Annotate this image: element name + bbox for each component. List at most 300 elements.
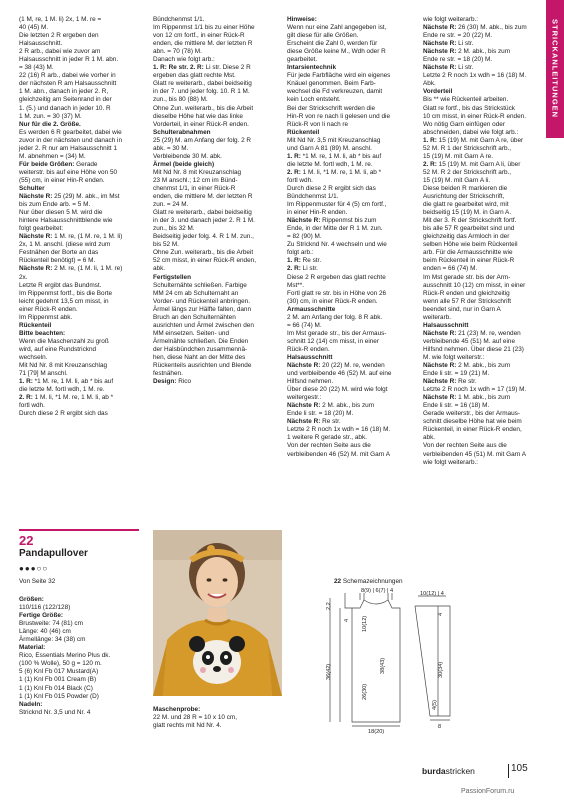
- text-line: [423, 274, 535, 282]
- text-line: [153, 56, 279, 64]
- text-line: [423, 265, 535, 273]
- sleeve-outline: [415, 606, 450, 716]
- text-column-4: [423, 16, 535, 467]
- text-line: [423, 105, 535, 113]
- difficulty-rating: [19, 564, 48, 573]
- text-column-3: [287, 16, 417, 459]
- text-line: [19, 685, 144, 693]
- text-line: [423, 338, 535, 346]
- line-text: abschneiden, dabei wie folgt arb.:: [423, 128, 519, 136]
- text-line: [19, 145, 139, 153]
- line-text-rest: Re str.: [300, 257, 322, 265]
- line-text: Rückenteil, in einer Rück-R enden,: [423, 426, 522, 434]
- text-line: [423, 257, 535, 265]
- text-line: [19, 56, 139, 64]
- text-line: [153, 274, 279, 282]
- line-text: abk.: [423, 434, 436, 442]
- text-line: [19, 217, 139, 225]
- text-line: [287, 209, 417, 217]
- line-text: Maschenprobe:: [153, 706, 201, 713]
- text-line: [19, 72, 139, 80]
- line-text: 5 (6) Knl Fb 017 Mustard(A): [19, 668, 99, 676]
- text-line: [423, 314, 535, 322]
- text-line: [287, 362, 417, 370]
- line-text: Schulternähte schließen. Farbige: [153, 281, 247, 289]
- text-line: [19, 249, 139, 257]
- line-text: Ärmel (beide gleich): [153, 160, 215, 168]
- line-text: Ärmelnähte schließen. Die Enden: [153, 337, 249, 345]
- text-line: [19, 96, 139, 104]
- text-line: [19, 137, 139, 145]
- sleeve-side-dim-2: 30(34): [438, 661, 444, 678]
- line-text: 2. R:: [287, 168, 301, 176]
- text-line: [287, 225, 417, 233]
- line-text: 52 M. R 2 der Strickschrift arb.,: [423, 168, 512, 176]
- text-line: [287, 161, 417, 169]
- line-text: 2 R arb., dabei wie zuvor am: [19, 48, 101, 56]
- line-text: Ohne Zun. weiterarb., bis die Arbeit: [153, 249, 254, 257]
- text-line: [19, 612, 144, 620]
- line-text: Im Rippenmst fortf., bis die Borte: [19, 289, 113, 297]
- line-text: Knäuel genommen. Beim Farb-: [287, 80, 376, 88]
- text-line: [287, 16, 417, 24]
- line-text: Nächste R:: [423, 48, 457, 56]
- text-line: [153, 169, 279, 177]
- text-line: [19, 394, 139, 402]
- text-line: [423, 24, 535, 32]
- text-line: [287, 346, 417, 354]
- body-side-dim-2: 36(42): [326, 663, 332, 680]
- line-text: und Garn A 81 (89) M. anschl.: [287, 144, 372, 152]
- schema-number: 22: [334, 578, 342, 585]
- line-text: Abk.: [423, 80, 436, 88]
- text-column-1: [19, 16, 139, 418]
- line-text-rest: 2 M. abk., bis zum: [456, 48, 511, 56]
- text-line: [19, 701, 144, 709]
- text-line: [287, 426, 417, 434]
- text-line: [19, 233, 139, 241]
- text-line: [19, 241, 139, 249]
- line-text: 40 (45) M.: [19, 24, 49, 32]
- line-text: Letzte R ergibt das Bundmst.: [19, 281, 102, 289]
- text-line: [153, 201, 279, 209]
- line-text: Über diese 20 (22) M. wird wie folgt: [287, 386, 388, 394]
- text-line: [153, 80, 279, 88]
- line-text: glatt rechts mit Nd Nr. 4.: [153, 722, 222, 730]
- sleeve-bottom-dimension: 8: [438, 724, 442, 730]
- text-line: [153, 362, 279, 370]
- line-text: selben Höhe wie beim Rückenteil: [423, 241, 518, 249]
- text-line: [423, 394, 535, 402]
- line-text-rest: Rippenmst bis zum: [320, 217, 377, 225]
- text-line: [153, 249, 279, 257]
- line-text: 1. R:: [287, 152, 301, 160]
- line-text: (55) cm, in einer Hin-R enden.: [19, 176, 105, 184]
- line-text: Glatt re weiterarb., dabei beidseitig: [153, 209, 252, 217]
- text-line: [287, 137, 417, 145]
- text-line: [153, 121, 279, 129]
- line-text: Nächste R:: [423, 64, 457, 72]
- line-text: folgt arb.:: [287, 249, 314, 257]
- line-text-rest: 1 M. li, *1 M. re, 1 M. li, ab *: [300, 168, 382, 176]
- text-line: [423, 217, 535, 225]
- line-text: jeder 2. R nur am Halsausschnitt 1: [19, 144, 118, 152]
- text-line: [423, 48, 535, 56]
- line-text: Vorder- und Rückenteil anbringen.: [153, 297, 250, 305]
- line-text: 15 (19) M. mit Garn A li.: [423, 176, 491, 184]
- line-text: in einer Hin-R enden.: [287, 209, 348, 217]
- body-outline: [345, 593, 400, 722]
- line-text: 1 (1) Knl Fb 014 Black (C): [19, 684, 93, 692]
- line-text: Ausrichtung der Strickschrift,: [423, 193, 505, 201]
- line-text: Vorderteil, in einer Rück-R enden.: [153, 120, 249, 128]
- line-text-rest: 2 M. abk., bis zum: [456, 362, 511, 370]
- line-text: Ende re str. = 20 (22) M.: [423, 32, 493, 40]
- text-line: [19, 121, 139, 129]
- line-text: Von der rechten Seite aus die: [287, 442, 371, 450]
- text-line: [423, 459, 535, 467]
- text-line: [287, 370, 417, 378]
- text-line: [153, 233, 279, 241]
- line-text: 15 (19) M. mit Garn A re.: [423, 152, 493, 160]
- text-line: [153, 378, 279, 386]
- text-line: [287, 282, 417, 290]
- text-line: [19, 16, 139, 24]
- body-side-dim-1: 2,2: [326, 602, 332, 610]
- line-text: 1 M. zun. = 30 (37) M.: [19, 112, 82, 120]
- text-line: [423, 233, 535, 241]
- text-line: [423, 121, 535, 129]
- line-text: Nächste R:: [19, 193, 53, 201]
- text-line: [423, 434, 535, 442]
- text-line: [423, 193, 535, 201]
- line-text: Nächste R:: [287, 217, 321, 225]
- text-line: [19, 362, 139, 370]
- text-line: [287, 32, 417, 40]
- line-text: Mit Nd Nr. 3,5 mit Kreuzanschlag: [287, 136, 381, 144]
- line-text: Halsausschnitt: [423, 321, 469, 329]
- line-text: 2x, 1 M. anschl. (diese wird zum: [19, 241, 111, 249]
- text-line: [153, 129, 279, 137]
- line-text-rest: 21 (23) M. re, wenden: [456, 329, 521, 337]
- body-bottom-dimension: 18(20): [368, 729, 385, 735]
- text-line: [153, 322, 279, 330]
- line-text: Schulter: [19, 184, 45, 192]
- line-text: 2. R:: [287, 265, 301, 273]
- line-text: abk.: [153, 265, 166, 273]
- text-line: [153, 257, 279, 265]
- page-number: 105: [511, 763, 528, 774]
- text-line: [153, 88, 279, 96]
- line-text: Halsausschnitt in jeder R 1 M. abn.: [19, 56, 119, 64]
- line-text-rest: 15 (19) M. mit Garn A re, über: [436, 136, 524, 144]
- schema-drawing: [290, 588, 460, 738]
- line-text-rest: *1 M. re, 1 M. li, ab * bis auf: [300, 152, 382, 160]
- text-line: [423, 418, 535, 426]
- line-text: weiterstr. bis auf eine Höhe von 50: [19, 168, 118, 176]
- line-text: abk. = 30 M.: [153, 144, 189, 152]
- text-line: [423, 402, 535, 410]
- text-line: [153, 113, 279, 121]
- sleeve-side-dim-1: 4: [438, 612, 444, 616]
- text-line: [153, 16, 279, 24]
- line-text: Nächste R:: [287, 402, 321, 410]
- text-line: [153, 64, 279, 72]
- line-text: Nur über diesen 5 M. wird die: [19, 209, 103, 217]
- text-line: [19, 88, 139, 96]
- line-text: schnitt 12 (14) cm misst, in einer: [287, 337, 379, 345]
- line-text: von 12 cm fortf., in einer Rück-R: [153, 32, 245, 40]
- line-text: Wenn nur eine Zahl angegeben ist,: [287, 24, 387, 32]
- text-line: [153, 72, 279, 80]
- product-photo: [153, 530, 282, 696]
- text-line: [153, 105, 279, 113]
- text-line: [19, 354, 139, 362]
- text-line: [287, 177, 417, 185]
- line-text-rest: 2 M. abk., bis zum: [320, 402, 375, 410]
- text-line: [153, 706, 283, 714]
- line-text: 110/116 (122/128): [19, 604, 71, 612]
- line-text: 1. (5.) und danach in jeder 10. R: [19, 104, 111, 112]
- line-text: in der 3. und danach jeder 2. R 1 M.: [153, 217, 255, 225]
- line-text: M. wie folgt weiterstr.:: [423, 353, 485, 361]
- line-text: Es werden 6 R gearbeitet, dabei wie: [19, 128, 122, 136]
- text-line: [423, 306, 535, 314]
- line-text: folgt gearbeitet:: [19, 225, 64, 233]
- text-line: [19, 105, 139, 113]
- line-text: hintere Halsausschnittblende wie: [19, 217, 113, 225]
- line-text: Wenn die Maschenzahl zu groß: [19, 337, 109, 345]
- line-text: Hilfsnd nehmen. Über diese 21 (23): [423, 345, 524, 353]
- line-text: wird, auf eine Rundstricknd: [19, 345, 97, 353]
- difficulty-dot-empty: ○: [36, 564, 43, 573]
- line-text: Bitte beachten:: [19, 329, 66, 337]
- line-text: Halsausschnitt.: [19, 40, 63, 48]
- line-text-rest: Re str. 2. R:: [166, 64, 204, 72]
- text-line: [423, 80, 535, 88]
- text-line: [19, 64, 139, 72]
- text-line: [287, 442, 417, 450]
- text-line: [287, 56, 417, 64]
- line-text: 1 M. abn., danach in jeder 2. R,: [19, 88, 109, 96]
- line-text: Nächste R:: [287, 362, 321, 370]
- line-text: festnähen.: [153, 370, 183, 378]
- line-text: Ende li str. = 18 (20) M.: [287, 410, 354, 418]
- text-line: [19, 386, 139, 394]
- watermark: PassionForum.ru: [461, 788, 515, 795]
- text-line: [287, 241, 417, 249]
- line-text: gearbeitet.: [287, 56, 318, 64]
- text-line: [19, 265, 139, 273]
- text-line: [423, 451, 535, 459]
- line-text: Hilfsnd nehmen.: [287, 378, 334, 386]
- line-text: Bündchenmst 1/1.: [153, 16, 205, 23]
- line-text: die glatt re gearbeitet wird, mit: [423, 201, 509, 209]
- text-line: [153, 370, 279, 378]
- text-line: [19, 153, 139, 161]
- text-line: [153, 209, 279, 217]
- line-text: arb. Für die Armausschnitte wie: [423, 249, 513, 257]
- line-text: Bruch an den Schulternähten: [153, 313, 236, 321]
- text-line: [153, 137, 279, 145]
- text-line: [287, 24, 417, 32]
- gauge-caption: [153, 706, 283, 730]
- text-line: [287, 233, 417, 241]
- line-text: dieselbe Höhe hat wie das linke: [153, 112, 243, 120]
- text-line: [423, 346, 535, 354]
- line-text-rest: Re str.: [320, 418, 341, 426]
- text-line: [19, 338, 139, 346]
- line-text: Nächste R:: [287, 418, 321, 426]
- text-line: [19, 80, 139, 88]
- line-text: leicht gedehnt 13,5 cm misst, in: [19, 297, 109, 305]
- text-line: [423, 129, 535, 137]
- line-text: Mit Nd Nr. 8 mit Kreuzanschlag: [19, 362, 108, 370]
- text-line: [153, 193, 279, 201]
- pattern-divider: [19, 529, 139, 531]
- text-line: [153, 282, 279, 290]
- line-text: beim Rückenteil in einer Rück-R: [423, 257, 515, 265]
- line-text: abn. = 70 (78) M.: [153, 48, 202, 56]
- text-line: [19, 322, 139, 330]
- text-line: [153, 32, 279, 40]
- text-line: [423, 32, 535, 40]
- line-text: einer Rück-R enden.: [19, 305, 78, 313]
- text-line: [19, 32, 139, 40]
- text-line: [19, 282, 139, 290]
- line-text: 1 weitere R gerade str., abk.: [287, 434, 367, 442]
- footer-brand: [422, 766, 475, 776]
- line-text-rest: 2 M. re, (1 M. li, 1 M. re): [52, 265, 123, 273]
- text-line: [153, 40, 279, 48]
- text-line: [153, 217, 279, 225]
- line-text: 52 cm misst, in einer Rück-R enden,: [153, 257, 256, 265]
- text-line: [153, 722, 283, 730]
- text-line: [19, 709, 144, 717]
- line-text: enden, die mittlere M. der letzten R: [153, 40, 253, 48]
- text-line: [19, 346, 139, 354]
- line-text: Für beide Größen:: [19, 160, 75, 168]
- line-text: 1. R:: [153, 64, 167, 72]
- line-text: 1. R:: [287, 257, 301, 265]
- line-text-rest: 1 M. re, (1 M. re, 1 M. li): [52, 233, 123, 241]
- text-line: [423, 370, 535, 378]
- text-line: [153, 330, 279, 338]
- text-line: [287, 386, 417, 394]
- text-line: [19, 330, 139, 338]
- line-text: weiterarb.: [423, 313, 452, 321]
- line-text: Glatt re weiterarb., dabei beidseitig: [153, 80, 252, 88]
- text-line: [19, 48, 139, 56]
- line-text: ergeben das glatt rechte Mst.: [153, 72, 236, 80]
- line-text: Nächste R:: [423, 362, 457, 370]
- line-text: zuvor in der nächsten und danach in: [19, 136, 123, 144]
- text-line: [19, 676, 144, 684]
- line-text: Rück-R von li nach re: [287, 120, 349, 128]
- line-text: Rückenteil: [19, 321, 52, 329]
- line-text-rest: 1 M. li, *1 M. re, 1 M. li, ab *: [32, 394, 114, 402]
- line-text: Nächste R:: [423, 40, 457, 48]
- text-line: [19, 378, 139, 386]
- text-line: [153, 241, 279, 249]
- text-line: [287, 217, 417, 225]
- text-line: [423, 426, 535, 434]
- body-side-dim-4: 10(12): [362, 615, 368, 632]
- text-line: [287, 48, 417, 56]
- text-line: [287, 306, 417, 314]
- text-line: [423, 40, 535, 48]
- materials-block: [19, 596, 144, 717]
- line-text: Nächste R:: [19, 265, 53, 273]
- line-text-rest: Li str.: [456, 64, 474, 72]
- line-text: zun. = 24 M.: [153, 201, 189, 209]
- difficulty-dot-filled: ●: [24, 564, 31, 573]
- line-text: 1. R:: [19, 378, 33, 386]
- text-column-2: [153, 16, 279, 386]
- line-text: Letzte 2 R noch 1x wdh = 16 (18) M.: [287, 426, 391, 434]
- line-text: Erscheint die Zahl 0, werden für: [287, 40, 378, 48]
- body-side-dim-6: 38(43): [380, 657, 386, 674]
- line-text: 2 M. am Anfang der folg. 8 R abk.: [287, 313, 383, 321]
- text-line: [287, 121, 417, 129]
- line-text: Nächste R:: [19, 233, 53, 241]
- text-line: [153, 177, 279, 185]
- line-text-rest: 25 (29) M. abk., im Mst: [52, 193, 120, 201]
- text-line: [19, 620, 144, 628]
- line-text: Diese beiden R markieren die: [423, 184, 508, 192]
- line-text-rest: Li str.: [300, 265, 318, 273]
- text-line: [287, 193, 417, 201]
- text-line: [423, 241, 535, 249]
- text-line: [423, 330, 535, 338]
- line-text: Mit Nd Nr. 8 mit Kreuzanschlag: [153, 168, 242, 176]
- line-text: bis alle 57 R gearbeitet sind und: [423, 225, 515, 233]
- line-text: Rückenteil benötigt) = 6 M.: [19, 257, 96, 265]
- text-line: [423, 225, 535, 233]
- text-line: [287, 290, 417, 298]
- schema-title-text: Schemazeichnungen: [342, 578, 403, 585]
- text-line: [287, 96, 417, 104]
- line-text: Bei der Strickschrift werden die: [287, 104, 376, 112]
- text-line: [287, 418, 417, 426]
- line-text: Letzte 2 R noch 1x wdh = 16 (18) M.: [423, 72, 527, 80]
- text-line: [19, 668, 144, 676]
- text-line: [153, 354, 279, 362]
- text-line: [19, 274, 139, 282]
- text-line: [153, 145, 279, 153]
- sleeve-side-dim-3: 4(5): [432, 700, 438, 710]
- line-text: zun., bis 80 (88) M.: [153, 96, 208, 104]
- line-text: Nächste R:: [423, 329, 457, 337]
- text-line: [423, 209, 535, 217]
- text-line: [423, 386, 535, 394]
- text-line: [19, 596, 144, 604]
- line-text: Länge: 40 (46) cm: [19, 628, 71, 636]
- line-text: zun., bis 32 M.: [153, 225, 195, 233]
- text-line: [19, 290, 139, 298]
- line-text: = 38 (43) M.: [19, 64, 54, 72]
- text-line: [19, 298, 139, 306]
- line-text: Nur für die 2. Größe.: [19, 120, 81, 128]
- line-text: die letzte M. fortl wdh, 1 M. re.: [287, 160, 373, 168]
- line-text-tail: Li str. Diese 2 R: [205, 64, 251, 72]
- section-tab-label-wrap: [546, 0, 564, 138]
- text-line: [423, 113, 535, 121]
- line-text: Bis ** wie Rückenteil arbeiten.: [423, 96, 509, 104]
- line-text: hen, diese Naht an der Mitte des: [153, 353, 246, 361]
- text-line: [423, 96, 535, 104]
- line-text: gleichzeitig das Armloch in der: [423, 233, 510, 241]
